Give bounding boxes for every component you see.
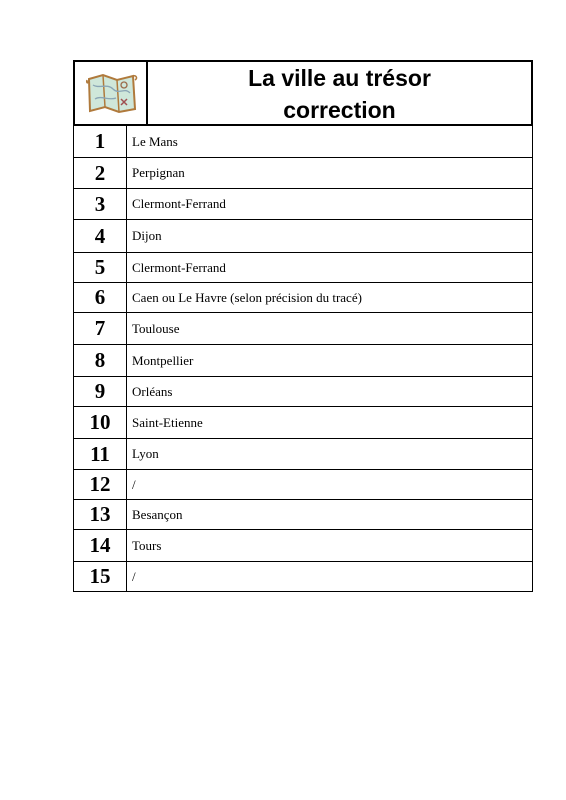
city-answer: Lyon xyxy=(132,446,159,461)
answer-sheet xyxy=(73,60,533,592)
row-number: 13 xyxy=(74,500,127,529)
header-table xyxy=(73,60,533,126)
table-row xyxy=(74,530,532,562)
city-answer: Dijon xyxy=(132,228,162,243)
answers-table xyxy=(73,126,533,592)
table-row xyxy=(74,500,532,530)
city-answer: Montpellier xyxy=(132,352,194,368)
table-row xyxy=(74,253,532,283)
row-number: 4 xyxy=(74,220,127,252)
row-number: 12 xyxy=(74,470,127,499)
table-row xyxy=(74,126,532,158)
table-row xyxy=(74,220,532,253)
table-row xyxy=(74,407,532,439)
page-title: La ville au trésor xyxy=(248,65,431,91)
table-row xyxy=(74,283,532,313)
city-answer: Besançon xyxy=(132,506,183,522)
city-answer: / xyxy=(132,476,136,492)
row-number: 3 xyxy=(74,189,127,219)
city-answer: Perpignan xyxy=(132,165,185,180)
city-answer: Le Mans xyxy=(132,133,178,149)
table-row xyxy=(74,562,532,592)
row-number: 9 xyxy=(74,377,127,406)
title-cell xyxy=(148,62,531,124)
page-subtitle: correction xyxy=(283,97,396,123)
row-number: 7 xyxy=(74,313,127,344)
row-number: 6 xyxy=(74,283,127,312)
city-answer: Toulouse xyxy=(132,320,180,336)
city-answer: / xyxy=(132,568,136,584)
row-number: 1 xyxy=(74,126,127,157)
city-answer: Clermont-Ferrand xyxy=(132,196,226,211)
row-number: 10 xyxy=(74,407,127,438)
table-row xyxy=(74,158,532,189)
city-answer: Tours xyxy=(132,537,162,553)
table-row xyxy=(74,189,532,220)
table-row xyxy=(74,345,532,377)
row-number: 14 xyxy=(74,530,127,561)
city-answer: Caen ou Le Havre (selon précision du tracé) xyxy=(132,289,362,305)
table-row xyxy=(74,470,532,500)
city-answer: Orléans xyxy=(132,383,173,399)
treasure-map-icon xyxy=(83,71,139,115)
city-answer: Saint-Etienne xyxy=(132,414,203,430)
table-row xyxy=(74,439,532,470)
row-number: 5 xyxy=(74,253,127,282)
city-answer: Clermont-Ferrand xyxy=(132,259,226,275)
row-number: 11 xyxy=(74,439,127,469)
row-number: 8 xyxy=(74,345,127,376)
table-row xyxy=(74,313,532,345)
row-number: 2 xyxy=(74,158,127,188)
logo-cell xyxy=(75,62,148,124)
row-number: 15 xyxy=(74,562,127,591)
table-row xyxy=(74,377,532,407)
